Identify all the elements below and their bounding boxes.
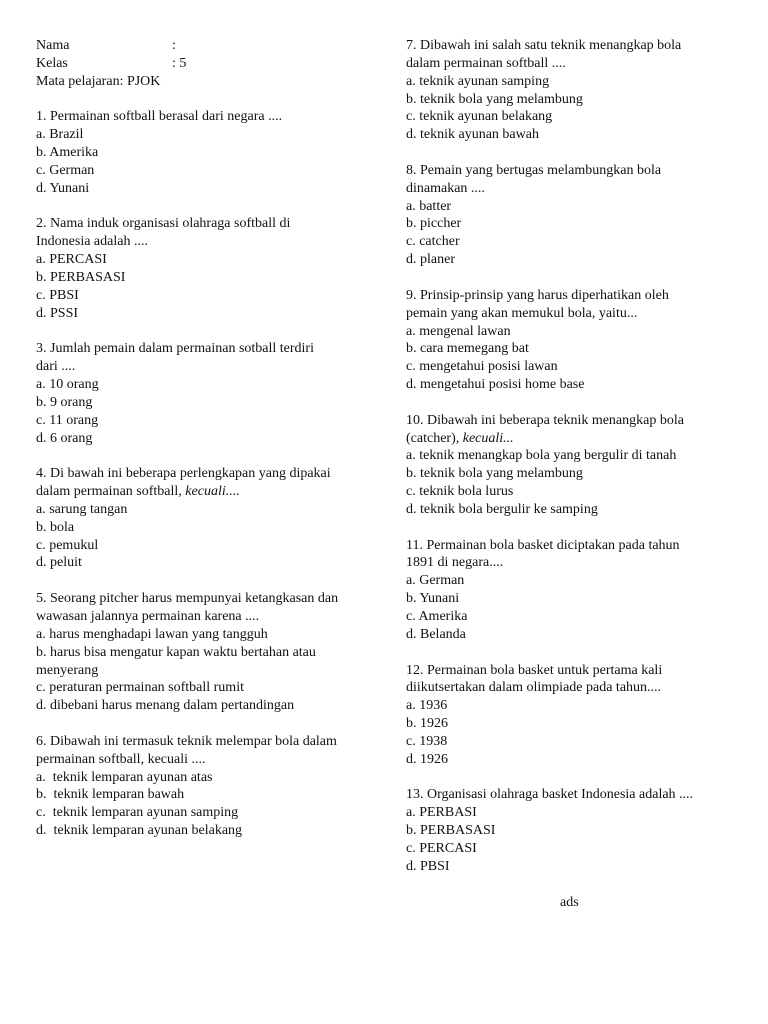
question-text: 10. Dibawah ini beberapa teknik menangkap bola (406, 412, 684, 428)
answer-option: b. 9 orang (36, 394, 93, 410)
answer-option: b. Yunani (406, 591, 460, 607)
question-item (406, 412, 746, 519)
answer-option: a. sarung tangan (36, 501, 128, 517)
answer-option: c. PERCASI (406, 840, 477, 856)
answer-option: c. catcher (406, 234, 460, 250)
question-text: Indonesia adalah .... (36, 234, 148, 250)
question-text: 4. Di bawah ini beberapa perlengkapan yang dipakai (36, 466, 331, 482)
question-list-left (36, 108, 376, 840)
question-item (406, 37, 746, 144)
answer-option: d. mengetahui posisi home base (406, 377, 585, 393)
question-text: pemain yang akan memukul bola, yaitu... (406, 305, 638, 321)
question-stem-line (36, 590, 376, 608)
answer-option: d. 1926 (406, 751, 448, 767)
question-stem-line (36, 108, 376, 126)
answer-option: a. PERBASI (406, 805, 477, 821)
answer-option: d. dibebani harus menang dalam pertandingan (36, 698, 295, 714)
question-stem-line (406, 554, 746, 572)
question-text: 9. Prinsip-prinsip yang harus diperhatikan oleh (406, 287, 669, 303)
question-text: dalam permainan softball .... (406, 55, 566, 71)
answer-option: d. planer (406, 252, 455, 268)
question-stem-line (36, 215, 376, 233)
question-stem-line (36, 483, 376, 501)
answer-option: c. mengetahui posisi lawan (406, 359, 558, 375)
question-text: 11. Permainan bola basket diciptakan pada tahun (406, 537, 680, 553)
answer-option: a. PERCASI (36, 252, 107, 268)
question-text: 12. Permainan bola basket untuk pertama kali (406, 662, 663, 678)
question-list-right (406, 37, 746, 876)
question-text: 6. Dibawah ini termasuk teknik melempar bola dalam (36, 733, 337, 749)
answer-option: b. teknik lemparan bawah (36, 787, 185, 803)
question-text: 2. Nama induk organisasi olahraga softball di (36, 216, 291, 232)
answer-option: a. German (406, 573, 465, 589)
answer-option: d. PBSI (406, 858, 450, 874)
question-stem-line (406, 662, 746, 680)
answer-option: b. piccher (406, 216, 462, 232)
right-column (406, 37, 746, 876)
question-stem-line (36, 751, 376, 769)
subject-line: Mata pelajaran: PJOK (36, 73, 161, 89)
question-item (406, 786, 746, 875)
name-value: : (172, 38, 176, 53)
answer-option: c. German (36, 162, 95, 178)
question-item (406, 162, 746, 269)
answer-option: a. Brazil (36, 127, 84, 143)
answer-option: b. PERBASASI (406, 823, 496, 839)
question-stem-line (36, 358, 376, 376)
answer-option: b. teknik bola yang melambung (406, 91, 583, 107)
question-stem-line (406, 37, 746, 55)
question-emphasis: kecuali.... (185, 484, 240, 500)
question-text: diikutsertakan dalam olimpiade pada tahun.... (406, 680, 662, 696)
question-text: dalam permainan softball, (36, 484, 186, 500)
answer-option: b. bola (36, 519, 75, 535)
answer-option: c. peraturan permainan softball rumit (36, 680, 244, 696)
name-label: Nama (36, 38, 70, 53)
ads-label: ads (560, 895, 579, 910)
question-stem-line (406, 162, 746, 180)
answer-option: b. cara memegang bat (406, 341, 529, 357)
answer-option: c. 1938 (406, 733, 448, 749)
answer-option: d. teknik bola bergulir ke samping (406, 501, 598, 517)
question-text: 1. Permainan softball berasal dari negara .... (36, 109, 283, 125)
answer-option: c. teknik bola lurus (406, 484, 514, 500)
question-item (36, 340, 376, 447)
answer-option: b. harus bisa mengatur kapan waktu bertahan atau (36, 644, 316, 660)
question-text: 7. Dibawah ini salah satu teknik menangkap bola (406, 38, 682, 53)
answer-option: a. teknik menangkap bola yang bergulir di tanah (406, 448, 677, 464)
question-stem-line (406, 305, 746, 323)
class-value: : 5 (172, 55, 187, 71)
question-item (36, 590, 376, 715)
question-item (406, 287, 746, 394)
question-stem-line (406, 287, 746, 305)
answer-option: a. harus menghadapi lawan yang tangguh (36, 626, 268, 642)
class-label: Kelas (36, 55, 68, 71)
answer-option: b. PERBASASI (36, 269, 126, 285)
question-stem-line (36, 340, 376, 358)
class-field-row (36, 55, 376, 73)
answer-option: b. 1926 (406, 716, 448, 732)
answer-option: a. teknik lemparan ayunan atas (36, 769, 213, 785)
question-stem-line (406, 679, 746, 697)
answer-option: c. Amerika (406, 609, 468, 624)
answer-option: d. Yunani (36, 180, 90, 196)
answer-option: a. mengenal lawan (406, 323, 511, 339)
question-text: 13. Organisasi olahraga basket Indonesia adalah .... (406, 787, 694, 803)
answer-option: c. 11 orang (36, 412, 99, 428)
question-stem-line (36, 233, 376, 251)
answer-option: d. teknik ayunan bawah (406, 127, 539, 143)
question-stem-line (406, 180, 746, 198)
question-item (36, 215, 376, 322)
question-stem-line (406, 537, 746, 555)
question-emphasis: kecuali... (462, 430, 514, 446)
answer-option: b. Amerika (36, 145, 99, 161)
question-text: permainan softball, kecuali .... (36, 751, 206, 767)
question-stem-line (406, 430, 746, 448)
question-stem-line (406, 55, 746, 73)
question-stem-line (36, 608, 376, 626)
question-stem-line (406, 786, 746, 804)
question-text: 8. Pemain yang bertugas melambungkan bola (406, 162, 662, 178)
question-stem-line (406, 412, 746, 430)
question-text: wawasan jalannya permainan karena .... (36, 609, 260, 624)
answer-option: d. Belanda (406, 626, 466, 642)
answer-option: d. 6 orang (36, 430, 93, 446)
answer-option: a. 1936 (406, 698, 448, 714)
answer-option: d. peluit (36, 555, 82, 571)
answer-option: c. teknik ayunan belakang (406, 109, 553, 125)
question-stem-line (36, 733, 376, 751)
answer-option: c. PBSI (36, 287, 79, 303)
answer-option: d. teknik lemparan ayunan belakang (36, 823, 243, 839)
question-text: 5. Seorang pitcher harus mempunyai ketangkasan dan (36, 591, 339, 607)
question-item (36, 108, 376, 197)
question-item (406, 537, 746, 644)
name-field-row (36, 37, 376, 55)
question-text: 3. Jumlah pemain dalam permainan sotball terdiri (36, 341, 314, 357)
question-text: 1891 di negara.... (406, 555, 504, 571)
answer-option: a. batter (406, 198, 452, 214)
answer-option: menyerang (36, 662, 99, 678)
answer-option: a. teknik ayunan samping (406, 73, 550, 89)
answer-option: b. teknik bola yang melambung (406, 466, 583, 482)
question-stem-line (36, 465, 376, 483)
question-text: (catcher), (406, 430, 463, 446)
question-item (36, 465, 376, 572)
answer-option: c. teknik lemparan ayunan samping (36, 805, 239, 821)
question-text: dari .... (36, 359, 76, 375)
answer-option: c. pemukul (36, 537, 99, 553)
answer-option: d. PSSI (36, 305, 79, 321)
left-column (36, 37, 376, 840)
question-item (36, 733, 376, 840)
answer-option: a. 10 orang (36, 377, 99, 393)
question-item (406, 662, 746, 769)
question-text: dinamakan .... (406, 180, 485, 196)
